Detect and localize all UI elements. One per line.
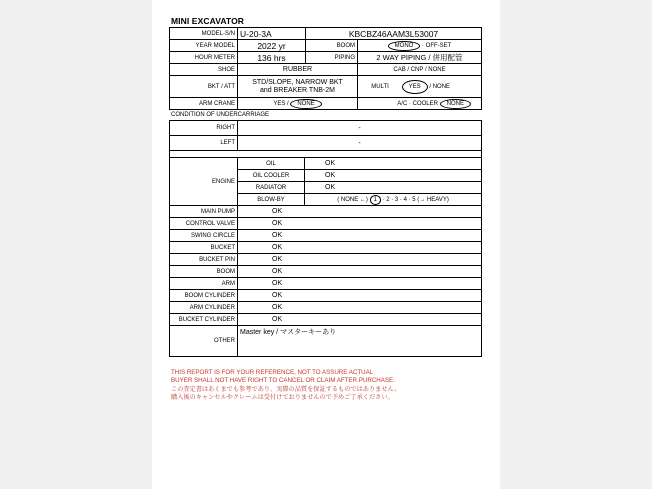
- component-label: CONTROL VALVE: [170, 218, 238, 230]
- boom-mono-circled: MONO: [388, 41, 421, 51]
- bkt-label: BKT / ATT: [170, 76, 238, 98]
- radiator-value: OK: [305, 182, 482, 194]
- ac-cooler-label: A/C · COOLER: [397, 100, 438, 107]
- left-label: LEFT: [170, 136, 238, 151]
- cab-options: CAB / CNP / NONE: [358, 64, 482, 76]
- shoe-value: RUBBER: [238, 64, 358, 76]
- component-label: BUCKET PIN: [170, 254, 238, 266]
- disclaimer-line-2: BUYER SHALL NOT HAVE RIGHT TO CANCEL OR CLAIM AFTER PURCHASE.: [171, 377, 395, 385]
- arm-crane-yes: YES /: [273, 100, 289, 107]
- component-value: OK: [238, 266, 482, 278]
- arm-crane-options: [238, 98, 358, 110]
- inspection-table: [169, 150, 482, 357]
- undercarriage-heading: CONDITION OF UNDERCARRIAGE: [171, 112, 270, 118]
- model-row: [170, 28, 482, 40]
- oil-value: OK: [305, 158, 482, 170]
- spacer-row: [170, 151, 482, 158]
- other-value: Master key / マスターキーあり: [238, 326, 482, 357]
- disclaimer-line-1: THIS REPORT IS FOR YOUR REFERENCE, NOT TO ASSURE ACTUAL: [171, 369, 374, 376]
- component-value: OK: [238, 302, 482, 314]
- engine-oil-row: [170, 158, 482, 170]
- component-value: OK: [238, 278, 482, 290]
- component-label: BOOM: [170, 266, 238, 278]
- model-value: U-20-3A: [238, 28, 306, 40]
- hour-label: HOUR METER: [170, 52, 238, 64]
- component-label: SWING CIRCLE: [170, 230, 238, 242]
- component-row: [170, 242, 482, 254]
- component-value: OK: [238, 206, 482, 218]
- arm-crane-row: [170, 98, 482, 110]
- component-row: [170, 302, 482, 314]
- boom-offset: · OFF-SET: [422, 42, 452, 49]
- blowby-label: BLOW-BY: [238, 194, 305, 206]
- bkt-value: [238, 76, 358, 98]
- blowby-selected-circled: 1: [370, 195, 381, 205]
- ac-none-circled: NONE: [440, 99, 471, 109]
- component-value: OK: [238, 230, 482, 242]
- bkt-row: [170, 76, 482, 98]
- year-row: [170, 40, 482, 52]
- component-value: OK: [238, 314, 482, 326]
- multi-cell: [358, 76, 482, 98]
- model-label: MODEL-S/N: [170, 28, 238, 40]
- undercarriage-table: [169, 120, 482, 151]
- other-label: OTHER: [170, 326, 238, 357]
- boom-label: BOOM: [306, 40, 358, 52]
- report-page: [152, 0, 500, 489]
- spec-table: [169, 27, 482, 110]
- hour-row: [170, 52, 482, 64]
- other-row: [170, 326, 482, 357]
- oil-cooler-label: OIL COOLER: [238, 170, 305, 182]
- left-value: -: [238, 136, 482, 151]
- multi-yes-circled: YES: [402, 80, 428, 94]
- component-row: [170, 206, 482, 218]
- shoe-label: SHOE: [170, 64, 238, 76]
- bkt-line-1: STD/SLOPE, NARROW BKT: [252, 78, 343, 86]
- serial-number: KBCBZ46AAM3L53007: [306, 28, 482, 40]
- report-title: MINI EXCAVATOR: [171, 16, 245, 26]
- bkt-line-2: and BREAKER TNB-2M: [260, 86, 335, 94]
- spacer-cell: [170, 151, 482, 158]
- year-value: 2022 yr: [238, 40, 306, 52]
- component-label: BOOM CYLINDER: [170, 290, 238, 302]
- right-label: RIGHT: [170, 121, 238, 136]
- arm-crane-label: ARM CRANE: [170, 98, 238, 110]
- component-rows: [170, 206, 482, 326]
- component-value: OK: [238, 254, 482, 266]
- radiator-label: RADIATOR: [238, 182, 305, 194]
- component-row: [170, 266, 482, 278]
- shoe-row: [170, 64, 482, 76]
- right-value: -: [238, 121, 482, 136]
- component-row: [170, 314, 482, 326]
- component-row: [170, 230, 482, 242]
- year-label: YEAR MODEL: [170, 40, 238, 52]
- component-label: MAIN PUMP: [170, 206, 238, 218]
- component-label: BUCKET: [170, 242, 238, 254]
- blowby-heavy-end: · 2 · 3 · 4 · 5 (→ HEAVY): [382, 196, 449, 203]
- disclaimer: [171, 369, 400, 402]
- hour-value: 136 hrs: [238, 52, 306, 64]
- component-row: [170, 290, 482, 302]
- component-row: [170, 278, 482, 290]
- component-row: [170, 254, 482, 266]
- component-label: BUCKET CYLINDER: [170, 314, 238, 326]
- boom-options: [358, 40, 482, 52]
- piping-label: PIPING: [306, 52, 358, 64]
- oil-label: OIL: [238, 158, 305, 170]
- right-row: [170, 121, 482, 136]
- arm-crane-none-circled: NONE: [290, 99, 321, 109]
- component-label: ARM CYLINDER: [170, 302, 238, 314]
- component-label: ARM: [170, 278, 238, 290]
- component-row: [170, 218, 482, 230]
- piping-value: 2 WAY PIPING / 併用配管: [358, 52, 482, 64]
- component-value: OK: [238, 242, 482, 254]
- multi-label: MULTI: [371, 83, 389, 90]
- oil-cooler-value: OK: [305, 170, 482, 182]
- disclaimer-line-4: 購入後のキャンセルやクレームは受付けておりませんので予めご了承ください。: [171, 393, 394, 401]
- blowby-none-end: ( NONE ←): [337, 196, 368, 203]
- left-row: [170, 136, 482, 151]
- multi-none: / NONE: [429, 83, 451, 90]
- disclaimer-line-3: この査定書はあくまでも参考であり、実際の品質を保証するものではありません。: [171, 385, 401, 393]
- component-value: OK: [238, 218, 482, 230]
- ac-cooler-options: [358, 98, 482, 110]
- engine-label: ENGINE: [170, 158, 238, 206]
- blowby-scale: [305, 194, 482, 206]
- component-value: OK: [238, 290, 482, 302]
